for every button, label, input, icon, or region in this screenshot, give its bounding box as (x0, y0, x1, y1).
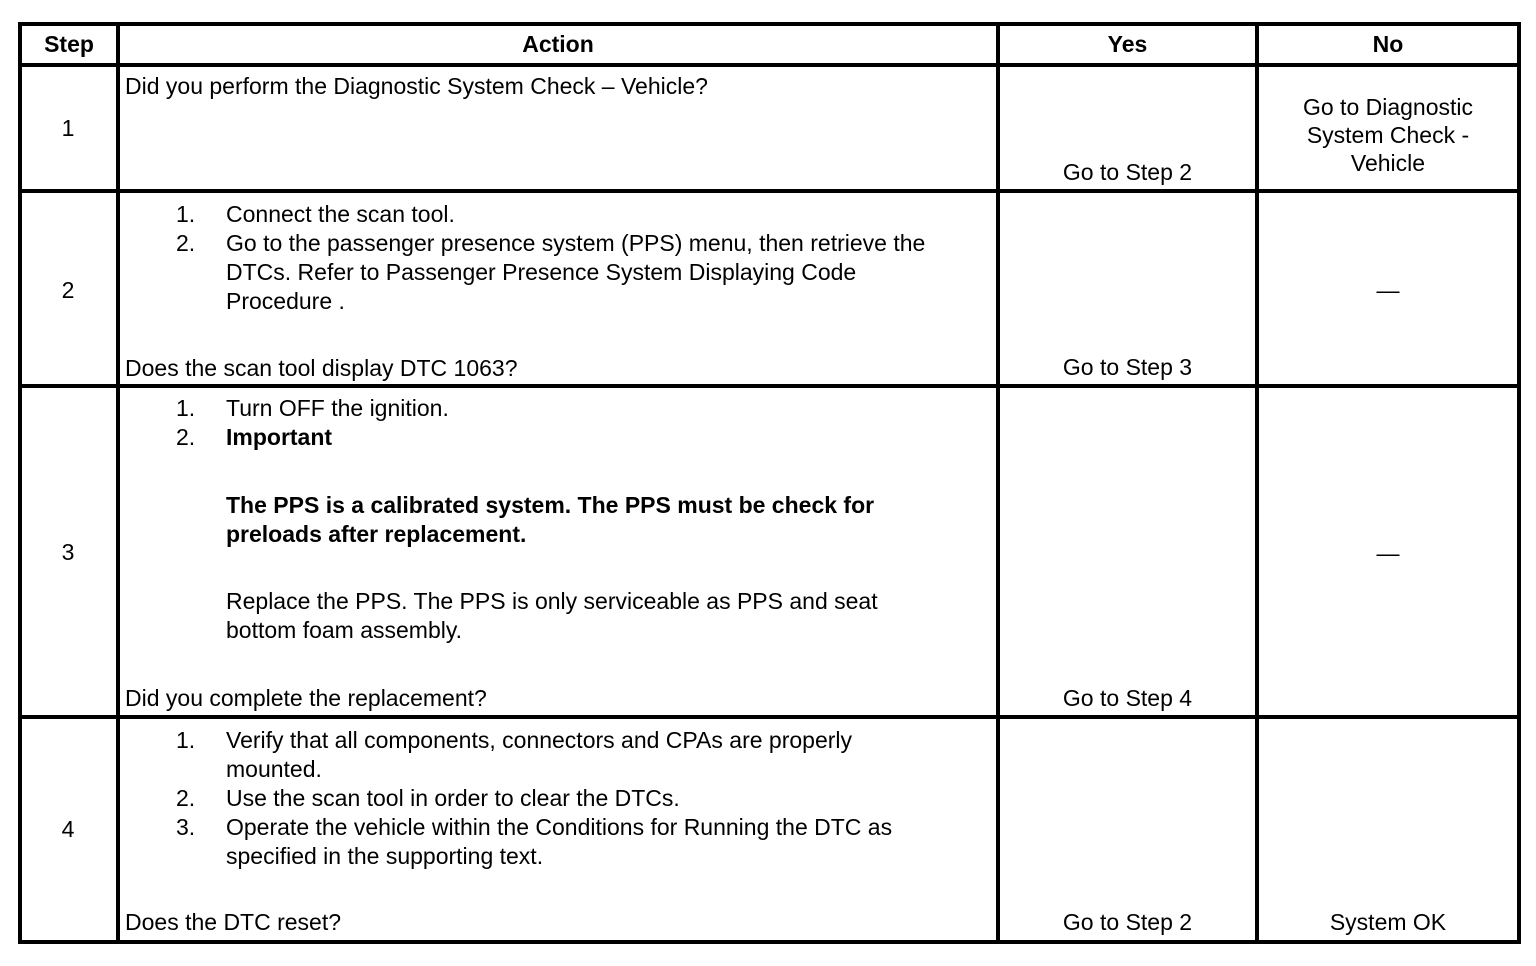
no-result: Go to Diagnostic System Check - Vehicle (1302, 94, 1474, 176)
step-number: 4 (61, 816, 75, 842)
action-steps-list: 1. Verify that all components, connectors and CPAs are properly mounted. 2. Use the scan tool in order to clear the DTCs. 3. Operate the vehicle within the Conditions for Running the DTC as specified in the supporting text. (176, 727, 893, 869)
row-divider (18, 715, 1521, 719)
table-border-top (18, 22, 1521, 26)
header-step: Step (44, 31, 94, 57)
table-border-bottom (18, 940, 1521, 944)
action-question: Does the DTC reset? (125, 909, 342, 935)
action-question: Does the scan tool display DTC 1063? (125, 355, 518, 381)
yes-result: Go to Step 3 (1062, 354, 1193, 380)
yes-result: Go to Step 2 (1062, 909, 1193, 935)
table-border-left (18, 22, 22, 944)
action-steps-list: 1. Connect the scan tool. 2. Go to the passenger presence system (PPS) menu, then retrieve the DTCs. Refer to Passenger Presence System Displaying Code Procedure . (176, 201, 926, 314)
important-label: Important (226, 424, 333, 450)
yes-result: Go to Step 2 (1062, 159, 1193, 185)
no-result: System OK (1329, 909, 1447, 935)
step-number: 1 (61, 115, 75, 141)
action-steps-list: 1. Turn OFF the ignition. 2. Important The PPS is a calibrated system. The PPS must be check for preloads after replacement. Replace the PPS. The PPS is only serviceable as PPS and seat bottom foam assembly. (120, 394, 996, 644)
row-divider (18, 189, 1521, 193)
header-action: Action (522, 31, 594, 57)
table-border-right (1517, 22, 1521, 944)
row-divider (18, 63, 1521, 67)
diagnostic-table (18, 22, 1521, 944)
yes-result: Go to Step 4 (1062, 685, 1193, 711)
no-result: — (1376, 540, 1400, 566)
no-result: — (1376, 277, 1400, 303)
action-question: Did you perform the Diagnostic System Check – Vehicle? (125, 73, 708, 99)
action-question: Did you complete the replacement? (125, 685, 487, 711)
step-number: 3 (61, 539, 75, 565)
header-no: No (1372, 31, 1404, 57)
row-divider (18, 384, 1521, 388)
step-number: 2 (61, 277, 75, 303)
header-yes: Yes (1107, 31, 1148, 57)
